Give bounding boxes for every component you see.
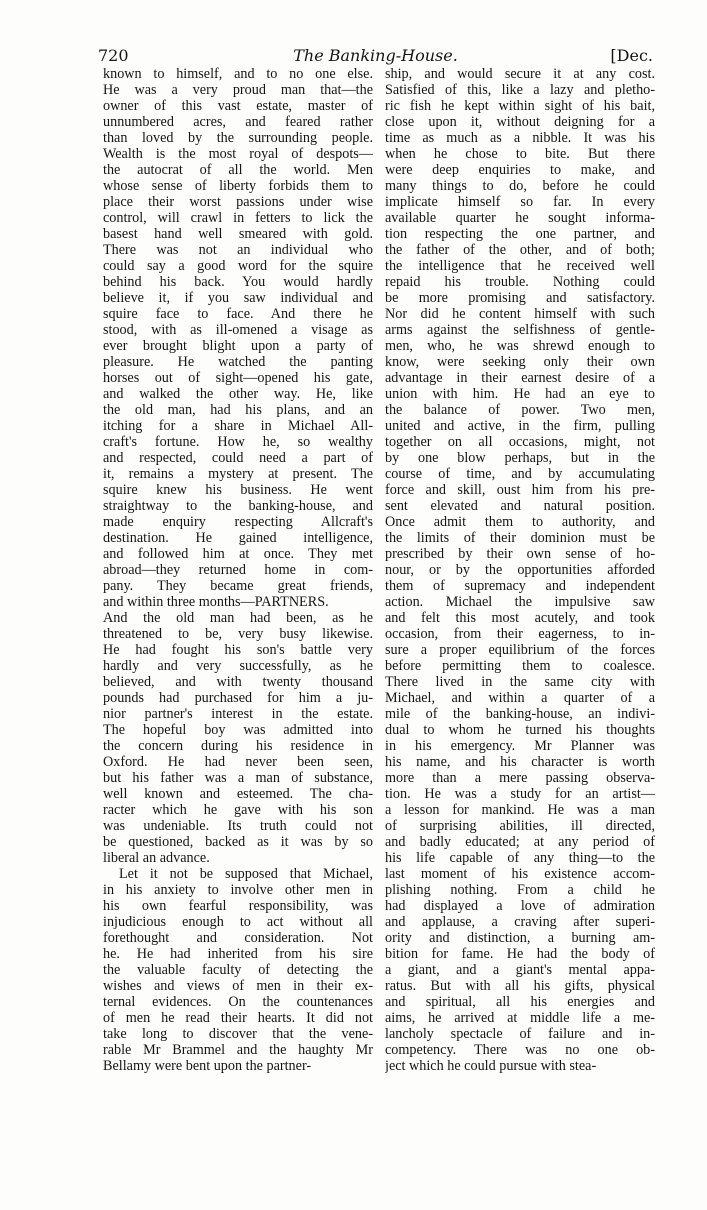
text-line: pany. They became great friends, (103, 578, 373, 594)
text-line: ternal evidences. On the countenances (103, 994, 373, 1010)
text-line: injudicious enough to act without all (103, 914, 373, 930)
text-line: it, remains a mystery at present. The (103, 466, 373, 482)
text-line: made enquiry respecting Allcraft's (103, 514, 373, 530)
text-line: implicate himself so far. In every (385, 194, 655, 210)
text-line: ever brought blight upon a party of (103, 338, 373, 354)
text-line: advantage in their earnest desire of a (385, 370, 655, 386)
page-number: 720 (98, 46, 129, 65)
text-line: Once admit them to authority, and (385, 514, 655, 530)
text-line: force and skill, oust him from his pre- (385, 482, 655, 498)
text-line: and respected, could need a part of (103, 450, 373, 466)
text-line: craft's fortune. How he, so wealthy (103, 434, 373, 450)
text-line: ric fish he kept within sight of his bait, (385, 98, 655, 114)
text-line: and followed him at once. They met (103, 546, 373, 562)
text-line: stood, with as ill-omened a visage as (103, 322, 373, 338)
text-line: dual to whom he turned his thoughts (385, 722, 655, 738)
text-line: the valuable faculty of detecting the (103, 962, 373, 978)
text-line: in his anxiety to involve other men in (103, 882, 373, 898)
text-line: And the old man had been, as he (103, 610, 373, 626)
text-line: his life capable of any thing—to the (385, 850, 655, 866)
text-line: he. He had inherited from his sire (103, 946, 373, 962)
text-line: threatened to be, very busy likewise. (103, 626, 373, 642)
text-line: Let it not be supposed that Michael, (119, 866, 373, 882)
text-line: men, who, he was shrewd enough to (385, 338, 655, 354)
text-line: a giant, and a giant's mental appa- (385, 962, 655, 978)
text-line: the father of the other, and of both; (385, 242, 655, 258)
text-line: There was not an individual who (103, 242, 373, 258)
text-line: the old man, had his plans, and an (103, 402, 373, 418)
text-line: control, will crawl in fetters to lick the (103, 210, 373, 226)
text-line: Wealth is the most royal of despots— (103, 146, 373, 162)
text-line: place their worst passions under wise (103, 194, 373, 210)
text-line: the autocrat of all the world. Men (103, 162, 373, 178)
header-month: [Dec. (610, 46, 653, 65)
text-line: together on all occasions, might, not (385, 434, 655, 450)
text-line: ority and distinction, a burning am- (385, 930, 655, 946)
text-line: aims, he arrived at middle life a me- (385, 1010, 655, 1026)
text-line: last moment of his existence accom- (385, 866, 655, 882)
text-line: basest hand well smeared with gold. (103, 226, 373, 242)
text-line: Michael, and within a quarter of a (385, 690, 655, 706)
text-line: plishing nothing. From a child he (385, 882, 655, 898)
text-line: There lived in the same city with (385, 674, 655, 690)
text-line: competency. There was no one ob- (385, 1042, 655, 1058)
text-line: before permitting them to coalesce. (385, 658, 655, 674)
text-line: abroad—they returned home in com- (103, 562, 373, 578)
text-line: the intelligence that he received well (385, 258, 655, 274)
text-line: Bellamy were bent upon the partner- (103, 1058, 312, 1074)
text-line: racter which he gave with his son (103, 802, 373, 818)
text-line: wishes and views of men in their ex- (103, 978, 373, 994)
running-title: The Banking-House. (293, 46, 458, 65)
text-line: pounds had purchased for him a ju- (103, 690, 373, 706)
text-line: bition for fame. He had the body of (385, 946, 655, 962)
text-line: sure a proper equilibrium of the forces (385, 642, 655, 658)
text-line: when he chose to bite. But there (385, 146, 655, 162)
text-line: sent elevated and natural position. (385, 498, 655, 514)
text-line: united and active, in the firm, pulling (385, 418, 655, 434)
text-line: and felt this most acutely, and took (385, 610, 655, 626)
text-line: of men he read their hearts. It did not (103, 1010, 373, 1026)
text-line: forethought and consideration. Not (103, 930, 373, 946)
text-line: but his father was a man of substance, (103, 770, 373, 786)
text-line: nour, or by the opportunities afforded (385, 562, 655, 578)
text-line: the balance of power. Two men, (385, 402, 655, 418)
text-line: tion. He was a study for an artist— (385, 786, 655, 802)
text-line: liberal an advance. (103, 850, 210, 866)
text-line: ratus. But with all his gifts, physical (385, 978, 655, 994)
text-line: squire face to face. And there he (103, 306, 373, 322)
text-line: occasion, from their eagerness, to in- (385, 626, 655, 642)
text-line: destination. He gained intelligence, (103, 530, 373, 546)
text-line: the concern during his residence in (103, 738, 373, 754)
text-line: nior partner's interest in the estate. (103, 706, 373, 722)
text-line: his own fearful responsibility, was (103, 898, 373, 914)
text-line: could say a good word for the squire (103, 258, 373, 274)
text-line: known to himself, and to no one else. (103, 66, 373, 82)
text-line: the limits of their dominion must be (385, 530, 655, 546)
text-line: whose sense of liberty forbids them to (103, 178, 373, 194)
text-line: than loved by the surrounding people. (103, 130, 373, 146)
text-line: hardly and very successfully, as he (103, 658, 373, 674)
text-line: of surprising abilities, ill directed, (385, 818, 655, 834)
text-line: had displayed a love of admiration (385, 898, 655, 914)
text-line: were deep enquiries to make, and (385, 162, 655, 178)
text-line: many things to do, before he could (385, 178, 655, 194)
text-line: was undeniable. Its truth could not (103, 818, 373, 834)
text-line: believed, and with twenty thousand (103, 674, 373, 690)
text-line: and within three months—PARTNERS. (103, 594, 329, 610)
text-line: be questioned, backed as it was by so (103, 834, 373, 850)
right-text-column (385, 66, 655, 1074)
text-line: in his emergency. Mr Planner was (385, 738, 655, 754)
text-line: more than a mere passing observa- (385, 770, 655, 786)
text-line: and applause, a craving after superi- (385, 914, 655, 930)
text-line: and walked the other way. He, like (103, 386, 373, 402)
text-line: and spiritual, all his energies and (385, 994, 655, 1010)
text-line: rable Mr Brammel and the haughty Mr (103, 1042, 373, 1058)
text-line: take long to discover that the vene- (103, 1026, 373, 1042)
left-text-column (103, 66, 373, 1074)
text-line: be more promising and satisfactory. (385, 290, 655, 306)
text-line: a lesson for mankind. He was a man (385, 802, 655, 818)
text-line: repaid his trouble. Nothing could (385, 274, 655, 290)
text-line: owner of this vast estate, master of (103, 98, 373, 114)
text-line: The hopeful boy was admitted into (103, 722, 373, 738)
text-line: horses out of sight—opened his gate, (103, 370, 373, 386)
text-line: Oxford. He had never been seen, (103, 754, 373, 770)
text-line: time as much as a nibble. It was his (385, 130, 655, 146)
text-line: them of supremacy and independent (385, 578, 655, 594)
text-line: well known and esteemed. The cha- (103, 786, 373, 802)
text-line: Satisfied of this, like a lazy and pletho- (385, 82, 655, 98)
text-line: mile of the banking-house, an indivi- (385, 706, 655, 722)
text-line: He was a very proud man that—the (103, 82, 373, 98)
text-line: his name, and his character is worth (385, 754, 655, 770)
text-line: squire knew his business. He went (103, 482, 373, 498)
text-line: tion respecting the one partner, and (385, 226, 655, 242)
text-line: pleasure. He watched the panting (103, 354, 373, 370)
text-line: lancholy spectacle of failure and in- (385, 1026, 655, 1042)
text-line: He had fought his son's battle very (103, 642, 373, 658)
text-line: action. Michael the impulsive saw (385, 594, 655, 610)
text-line: prescribed by their own sense of ho- (385, 546, 655, 562)
text-line: Nor did he content himself with such (385, 306, 655, 322)
text-line: course of time, and by accumulating (385, 466, 655, 482)
text-line: close upon it, without deigning for a (385, 114, 655, 130)
text-line: union with him. He had an eye to (385, 386, 655, 402)
text-line: ject which he could pursue with stea- (385, 1058, 597, 1074)
text-line: believe it, if you saw individual and (103, 290, 373, 306)
text-line: behind his back. You would hardly (103, 274, 373, 290)
text-line: arms against the selfishness of gentle- (385, 322, 655, 338)
running-header (98, 44, 653, 68)
text-line: itching for a share in Michael All- (103, 418, 373, 434)
text-line: by one blow perhaps, but in the (385, 450, 655, 466)
text-line: available quarter he sought informa- (385, 210, 655, 226)
text-line: straightway to the banking-house, and (103, 498, 373, 514)
text-line: and badly educated; at any period of (385, 834, 655, 850)
text-line: unnumbered acres, and feared rather (103, 114, 373, 130)
text-line: know, were seeking only their own (385, 354, 655, 370)
text-line: ship, and would secure it at any cost. (385, 66, 655, 82)
